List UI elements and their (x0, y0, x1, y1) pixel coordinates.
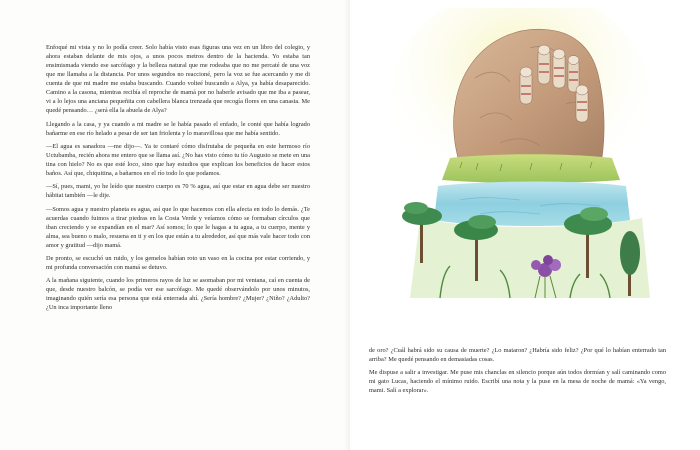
sarcophagus-figure (538, 45, 550, 84)
paragraph: Llegando a la casa, y ya cuando a mi madre se le había pasado el enfado, le conté que había logrado bañarme en ese río helado a pesar de ser tan friolenta y lo maravillosa que me había sentido. (46, 120, 310, 137)
paragraph: —Somos agua y nuestro planeta es agua, así que lo que hacemos con ella afecta en todo lo demás. ¿Te acuerdas cuando fuimos a tirar piedras en la Costa Verde y veíamos cómo se formaban círculos que iban creciendo y se expandían en el mar? Así somos; lo que le hagas a tu agua, a tu cuerpo, mente y alma, sea bueno o malo, resuena en ti y en los que están a tu alrededor, así que más vale hacer todo con amor y gratitud —dijo mamá. (46, 205, 310, 249)
paragraph: —El agua es sanadora —me dijo—. Ya te contaré cómo disfrutaba de pequeña en este hermoso río Uctubamba, recién ahora me entero que se llama así. ¿No has visto cómo tu tío Augusto se mete en una tina con hielo? No es que esté loco, sino que hay estudios que explican los beneficios de hacer estos baños. Así que, chiquitina, a bañarnos en el río todo lo que podamos. (46, 142, 310, 177)
sarcophagus-figure (553, 49, 565, 88)
paragraph: A la mañana siguiente, cuando los primeros rayos de luz se asomaban por mi ventana, caí en cuenta de que, desde nuestro balcón, se podía ver ese sarcófago. Me quedé observándolo por unos minutos, imaginando quién sería esa persona que está enterrada ahí. ¿Sería hombre? ¿Mujer? ¿Niño? ¿Adulto? ¿Un inca importante lleno (46, 277, 310, 312)
grass-band (442, 154, 620, 183)
paragraph: de oro? ¿Cuál habrá sido su causa de muerte? ¿Lo mataron? ¿Habría sido feliz? ¿Por qué lo habían enterrado tan arriba? Me quedé pensando en demasiadas cosas. (369, 347, 666, 364)
sarcophagus-figure (520, 67, 532, 104)
sarcophagi-mountain-illustration (380, 8, 680, 308)
sarcophagus-figure (576, 85, 588, 122)
right-page-text (369, 346, 666, 400)
left-page-text (46, 43, 310, 317)
paragraph: Enfoqué mi vista y no lo podía creer. Solo había visto esas figuras una vez en un libro del colegio, y ahora estaban delante de mis ojos, a unos pocos metros dentro de la hacienda. Yo estaba tan ensimismada viendo ese sarcófago y la belleza natural que me rodeaba que no me percaté de una voz que me llamaba a la distancia. Por unos segundos no reaccioné, pero la voz se fue acercando y me di cuenta de que mi madre me estaba buscando. Cuando volteé buscando a Alya, ya había desaparecido. Camino a la casona, mientras recibía el reproche de mamá por no haberle avisado que me iba a pasear, vi a lo lejos una anciana pequeñita con cabellera blanca trenzada que recogía flores en una canasta. Me quedé pensando… ¿será ella la abuela de Alya? (46, 44, 310, 115)
paragraph: —Sí, pues, mami, yo he leído que nuestro cuerpo es 70 % agua, así que estar en agua debe ser nuestro hábitat también —le dije. (46, 183, 310, 200)
paragraph: Me dispuse a salir a investigar. Me puse mis chanclas en silencio porque aún todos dormían y salí caminando como mi gato Lucas, haciendo el mínimo ruido. Escribí una nota y la puse en la mesa de noche de mamá: «Ya vengo, mami. Salí a explorar». (369, 369, 666, 395)
riverbank (410, 218, 650, 298)
paragraph: De pronto, se escuchó un ruido, y los gemelos habían roto un vaso en la cocina por estar corriendo, y mi profunda conversación con mamá se detuvo. (46, 254, 310, 271)
